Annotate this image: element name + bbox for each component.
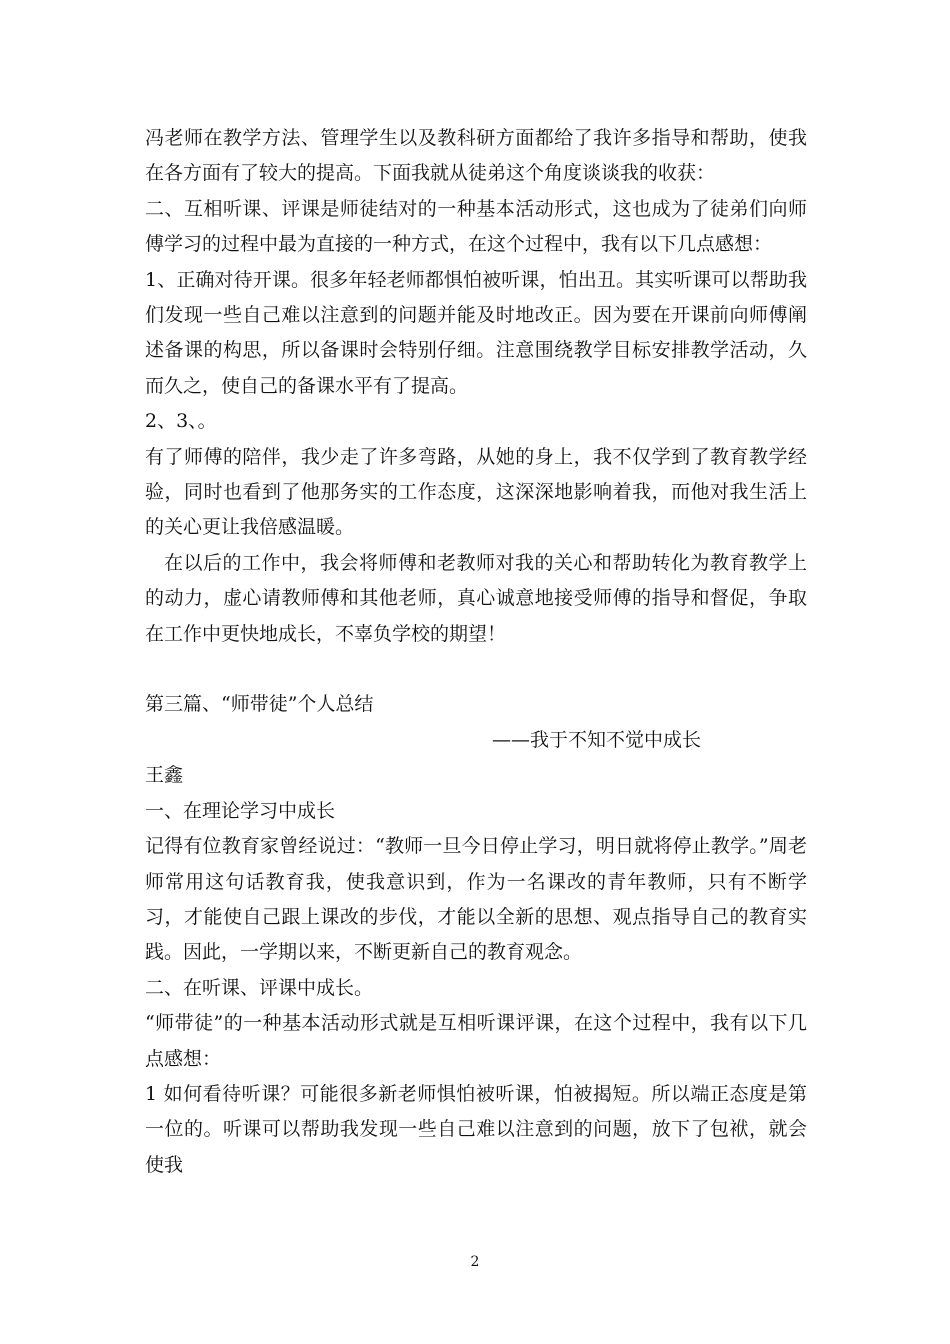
section-gap — [145, 652, 807, 687]
document-body — [145, 121, 807, 1183]
section-title: 第三篇、“师带徒”个人总结 — [145, 693, 374, 716]
paragraph: 1、正确对待开课。很多年轻老师都惧怕被听课，怕出丑。其实听课可以帮助我们发现一些自己难以注意到的问题并能及时地改正。因为要在开课前向师傅阐述备课的构思，所以备课时会特别仔细。注意围绕教学目标安排教学活动，久而久之，使自己的备课水平有了提高。 — [145, 268, 807, 397]
paragraph: 在以后的工作中，我会将师傅和老教师对我的关心和帮助转化为教育教学上的动力，虚心请教师傅和其他老师，真心诚意地接受师傅的指导和督促，争取在工作中更快地成长，不辜负学校的期望！ — [145, 551, 807, 645]
section-subtitle: ——我于不知不觉中成长 — [492, 728, 702, 751]
heading-theory: 一、在理论学习中成长 — [145, 799, 336, 822]
author-name: 王鑫 — [145, 764, 184, 787]
paragraph: 1 如何看待听课？可能很多新老师惧怕被听课，怕被揭短。所以端正态度是第一位的。听课可以帮助我发现一些自己难以注意到的问题，放下了包袱，就会使我 — [145, 1082, 807, 1176]
paragraph: 二、互相听课、评课是师徒结对的一种基本活动形式，这也成为了徒弟们向师傅学习的过程中最为直接的一种方式，在这个过程中，我有以下几点感想： — [145, 197, 807, 256]
paragraph: 记得有位教育家曾经说过：“教师一旦今日停止学习，明日就将停止教学。”周老师常用这句话教育我，使我意识到，作为一名课改的青年教师，只有不断学习，才能使自己跟上课改的步伐，才能以全新的思想、观点指导自己的教育实践。因此，一学期以来，不断更新自己的教育观念。 — [145, 835, 807, 964]
paragraph: 有了师傅的陪伴，我少走了许多弯路，从她的身上，我不仅学到了教育教学经验，同时也看到了他那务实的工作态度，这深深地影响着我，而他对我生活上的关心更让我倍感温暖。 — [145, 445, 807, 539]
heading-listening: 二、在听课、评课中成长。 — [145, 976, 374, 999]
page-number: 2 — [470, 1254, 480, 1270]
paragraph: “师带徒”的一种基本活动形式就是互相听课评课，在这个过程中，我有以下几点感想： — [145, 1012, 807, 1070]
paragraph: 2、3、。 — [145, 410, 217, 433]
paragraph: 冯老师在教学方法、管理学生以及教科研方面都给了我许多指导和帮助，使我在各方面有了较大的提高。下面我就从徒弟这个角度谈谈我的收获： — [145, 127, 807, 185]
